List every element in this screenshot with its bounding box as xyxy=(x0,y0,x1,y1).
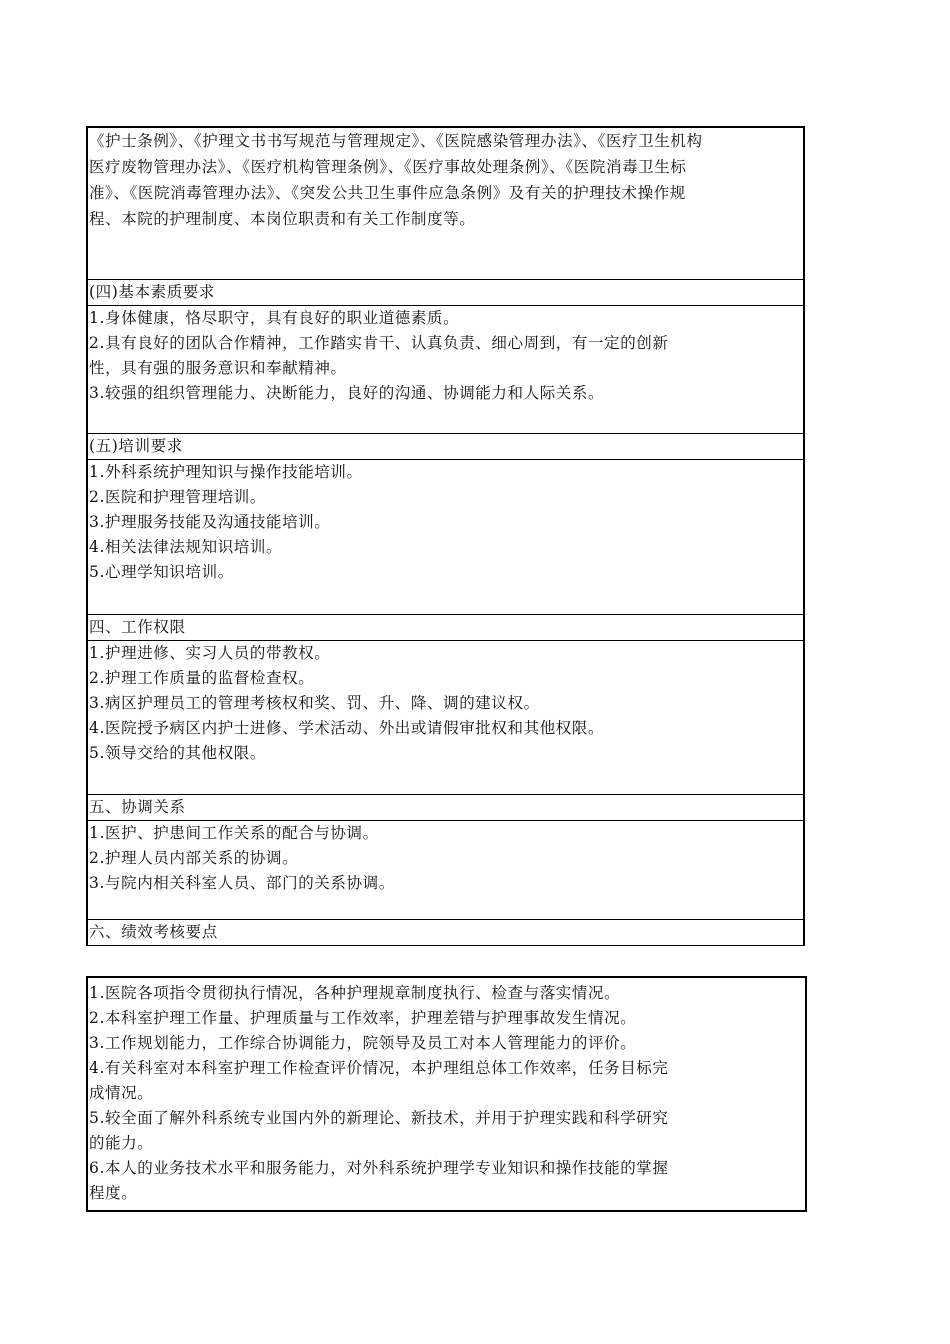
training-line: 2.医院和护理管理培训。 xyxy=(89,488,266,506)
training-line: 5.心理学知识培训。 xyxy=(89,563,234,581)
performance-heading: 六、绩效考核要点 xyxy=(89,923,218,941)
training-heading-cell xyxy=(88,433,803,459)
laws-line: 程、本院的护理制度、本岗位职责和有关工作制度等。 xyxy=(89,210,476,228)
authority-line: 3.病区护理员工的管理考核权和奖、罚、升、降、调的建议权。 xyxy=(89,694,540,712)
training-line: 3.护理服务技能及沟通技能培训。 xyxy=(89,513,331,531)
performance-content-cell xyxy=(88,978,805,1210)
laws-line: 医疗废物管理办法》、《医疗机构管理条例》、《医疗事故处理条例》、《医院消毒卫生标 xyxy=(89,158,687,176)
performance-line: 6.本人的业务技术水平和服务能力，对外科系统护理学专业知识和操作技能的掌握 xyxy=(89,1159,669,1177)
coordination-line: 1.医护、护患间工作关系的配合与协调。 xyxy=(89,824,379,842)
laws-line: 准》、《医院消毒管理办法》、《突发公共卫生事件应急条例》及有关的护理技术操作规 xyxy=(89,184,686,202)
performance-line: 1.医院各项指令贯彻执行情况，各种护理规章制度执行、检查与落实情况。 xyxy=(89,984,621,1002)
basic-quality-line: 性，具有强的服务意识和奉献精神。 xyxy=(89,359,347,377)
basic-quality-heading: (四)基本素质要求 xyxy=(89,283,215,301)
authority-line: 2.护理工作质量的监督检查权。 xyxy=(89,669,315,687)
coordination-line: 2.护理人员内部关系的协调。 xyxy=(89,849,299,867)
coordination-content-cell xyxy=(88,820,803,919)
authority-line: 1.护理进修、实习人员的带教权。 xyxy=(89,644,331,662)
basic-quality-line: 2.具有良好的团队合作精神，工作踏实肯干、认真负责、细心周到，有一定的创新 xyxy=(89,334,669,352)
performance-line: 3.工作规划能力，工作综合协调能力，院领导及员工对本人管理能力的评价。 xyxy=(89,1034,637,1052)
performance-heading-cell xyxy=(88,919,803,945)
coordination-line: 3.与院内相关科室人员、部门的关系协调。 xyxy=(89,874,395,892)
basic-quality-line: 1.身体健康，恪尽职守，具有良好的职业道德素质。 xyxy=(89,309,460,327)
training-content-cell xyxy=(88,459,803,614)
authority-line: 4.医院授予病区内护士进修、学术活动、外出或请假审批权和其他权限。 xyxy=(89,719,605,737)
basic-quality-line: 3.较强的组织管理能力、决断能力，良好的沟通、协调能力和人际关系。 xyxy=(89,384,605,402)
authority-heading-cell xyxy=(88,614,803,640)
authority-heading: 四、工作权限 xyxy=(89,618,186,636)
coordination-heading: 五、协调关系 xyxy=(89,798,186,816)
training-line: 4.相关法律法规知识培训。 xyxy=(89,538,283,556)
authority-line: 5.领导交给的其他权限。 xyxy=(89,744,266,762)
training-heading: (五)培训要求 xyxy=(89,437,183,455)
training-line: 1.外科系统护理知识与操作技能培训。 xyxy=(89,463,363,481)
performance-line: 4.有关科室对本科室护理工作检查评价情况，本护理组总体工作效率，任务目标完 xyxy=(89,1059,669,1077)
performance-points-table xyxy=(86,976,807,1212)
coordination-heading-cell xyxy=(88,794,803,820)
job-description-table xyxy=(86,126,805,946)
performance-line: 成情况。 xyxy=(89,1084,154,1102)
performance-line: 2.本科室护理工作量、护理质量与工作效率，护理差错与护理事故发生情况。 xyxy=(89,1009,637,1027)
basic-quality-content-cell xyxy=(88,305,803,433)
performance-line: 程度。 xyxy=(89,1184,138,1202)
authority-content-cell xyxy=(88,640,803,794)
performance-line: 的能力。 xyxy=(89,1134,154,1152)
basic-quality-heading-cell xyxy=(88,279,803,305)
laws-line: 《护士条例》、《护理文书书写规范与管理规定》、《医院感染管理办法》、《医疗卫生机构 xyxy=(89,132,703,150)
laws-regulations-cell xyxy=(88,128,803,279)
performance-line: 5.较全面了解外科系统专业国内外的新理论、新技术，并用于护理实践和科学研究 xyxy=(89,1109,669,1127)
